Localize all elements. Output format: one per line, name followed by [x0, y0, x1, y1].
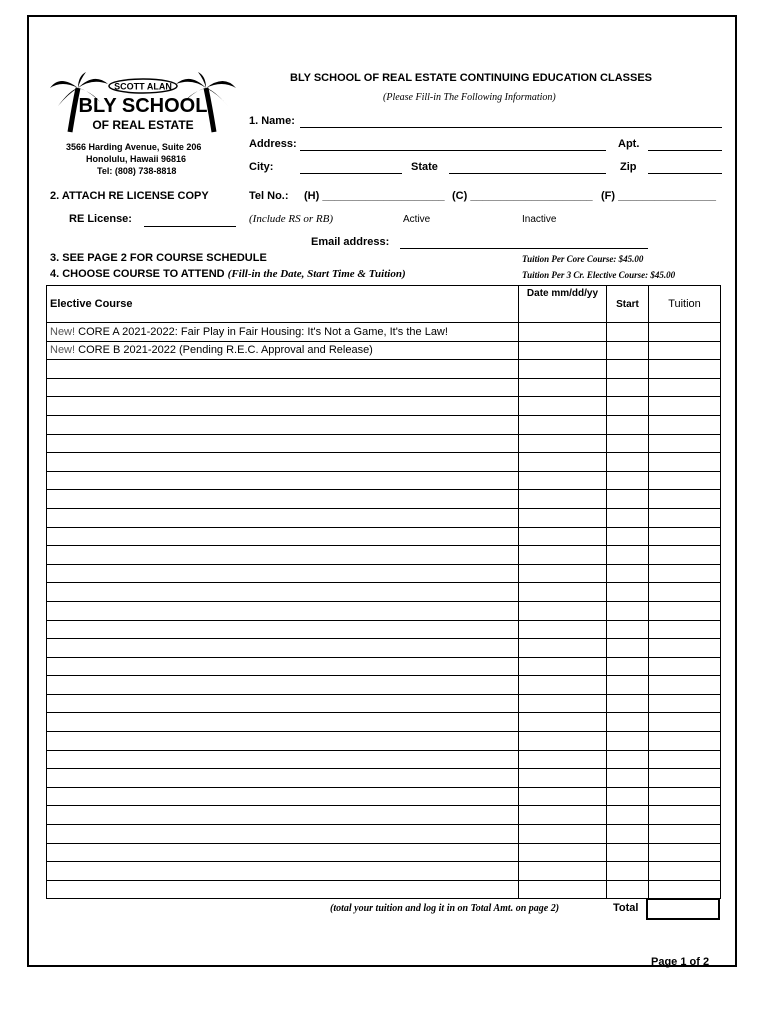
form-subtitle: (Please Fill-in The Following Information) [383, 92, 556, 103]
course-cell[interactable] [47, 806, 519, 825]
date-cell[interactable] [519, 397, 607, 416]
step4-note: (Fill-in the Date, Start Time & Tuition) [227, 268, 406, 280]
date-cell[interactable] [519, 564, 607, 583]
course-cell[interactable] [47, 639, 519, 658]
course-cell[interactable] [47, 323, 519, 342]
date-cell[interactable] [519, 546, 607, 565]
active-option[interactable]: Active [403, 214, 431, 225]
tuition-core-note: Tuition Per Core Course: $45.00 [522, 254, 644, 264]
tuition-column-header: Tuition [649, 286, 721, 323]
license-type-note: (Include RS or RB) [249, 213, 333, 225]
school-address-line1: 3566 Harding Avenue, Suite 206 [66, 142, 202, 152]
date-cell[interactable] [519, 880, 607, 899]
tuition-cell[interactable] [649, 880, 721, 899]
course-cell[interactable] [47, 620, 519, 639]
course-cell[interactable] [47, 546, 519, 565]
state-field[interactable] [449, 173, 606, 174]
tuition-cell[interactable] [649, 546, 721, 565]
date-cell[interactable] [519, 843, 607, 862]
total-note: (total your tuition and log it in on Total Amt. on page 2) [330, 903, 560, 914]
city-label: City: [249, 161, 274, 173]
tuition-cell[interactable] [649, 564, 721, 583]
course-cell[interactable] [47, 862, 519, 881]
tuition-cell[interactable] [649, 825, 721, 844]
course-cell[interactable] [47, 694, 519, 713]
table-row [47, 583, 721, 602]
tuition-cell[interactable] [649, 378, 721, 397]
date-cell[interactable] [519, 806, 607, 825]
tuition-cell[interactable] [649, 397, 721, 416]
start-cell[interactable] [607, 397, 649, 416]
course-table [46, 285, 721, 899]
tuition-cell[interactable] [649, 583, 721, 602]
start-cell[interactable] [607, 490, 649, 509]
table-row [47, 601, 721, 620]
start-cell[interactable] [607, 341, 649, 360]
table-row [47, 415, 721, 434]
form-title: BLY SCHOOL OF REAL ESTATE CONTINUING EDUCATION CLASSES [290, 72, 653, 84]
course-cell[interactable] [47, 527, 519, 546]
date-cell[interactable] [519, 490, 607, 509]
school-logo [50, 72, 236, 134]
tel-fax-field[interactable]: (F) ________________ [601, 190, 716, 202]
date-cell[interactable] [519, 527, 607, 546]
course-cell[interactable] [47, 360, 519, 379]
table-row [47, 434, 721, 453]
date-cell[interactable] [519, 360, 607, 379]
date-cell[interactable] [519, 341, 607, 360]
table-row [47, 546, 721, 565]
start-cell[interactable] [607, 508, 649, 527]
course-cell[interactable] [47, 397, 519, 416]
table-row [47, 694, 721, 713]
tuition-cell[interactable] [649, 360, 721, 379]
date-cell[interactable] [519, 583, 607, 602]
course-cell[interactable] [47, 732, 519, 751]
course-name: CORE A 2021-2022: Fair Play in Fair Housing: It's Not a Game, It's the Law! [78, 325, 448, 338]
table-row [47, 676, 721, 695]
date-cell[interactable] [519, 862, 607, 881]
start-cell[interactable] [607, 639, 649, 658]
course-cell[interactable] [47, 825, 519, 844]
tuition-cell[interactable] [649, 434, 721, 453]
start-cell[interactable] [607, 750, 649, 769]
school-address-line2: Honolulu, Hawaii 96816 [86, 154, 187, 164]
table-row [47, 713, 721, 732]
svg-text:BLY SCHOOL: BLY SCHOOL [78, 95, 208, 117]
date-cell[interactable] [519, 787, 607, 806]
tuition-cell[interactable] [649, 490, 721, 509]
date-cell[interactable] [519, 657, 607, 676]
start-cell[interactable] [607, 694, 649, 713]
course-cell[interactable] [47, 843, 519, 862]
course-cell[interactable] [47, 583, 519, 602]
tel-home-field[interactable]: (H) ____________________ [304, 190, 445, 202]
table-row [47, 657, 721, 676]
school-phone: Tel: (808) 738-8818 [97, 166, 177, 176]
apt-field[interactable] [648, 150, 722, 151]
start-cell[interactable] [607, 620, 649, 639]
tuition-cell[interactable] [649, 471, 721, 490]
tuition-elective-note: Tuition Per 3 Cr. Elective Course: $45.00 [522, 270, 676, 280]
tuition-cell[interactable] [649, 750, 721, 769]
address-field[interactable] [300, 150, 606, 151]
state-label: State [411, 161, 438, 173]
start-cell[interactable] [607, 415, 649, 434]
apt-label: Apt. [618, 138, 640, 150]
date-cell[interactable] [519, 694, 607, 713]
start-cell[interactable] [607, 676, 649, 695]
table-row [47, 564, 721, 583]
table-row [47, 490, 721, 509]
table-row [47, 508, 721, 527]
tuition-cell[interactable] [649, 323, 721, 342]
tuition-cell[interactable] [649, 527, 721, 546]
total-field[interactable] [646, 898, 720, 920]
start-cell[interactable] [607, 583, 649, 602]
course-cell[interactable] [47, 508, 519, 527]
start-cell[interactable] [607, 546, 649, 565]
date-cell[interactable] [519, 601, 607, 620]
start-cell[interactable] [607, 806, 649, 825]
tuition-cell[interactable] [649, 862, 721, 881]
table-row [47, 750, 721, 769]
start-cell[interactable] [607, 434, 649, 453]
start-cell[interactable] [607, 787, 649, 806]
city-field[interactable] [300, 173, 402, 174]
start-cell[interactable] [607, 657, 649, 676]
tuition-cell[interactable] [649, 732, 721, 751]
start-cell[interactable] [607, 713, 649, 732]
tuition-cell[interactable] [649, 713, 721, 732]
start-cell[interactable] [607, 378, 649, 397]
email-field[interactable] [400, 248, 648, 249]
tuition-cell[interactable] [649, 787, 721, 806]
step4-label: 4. CHOOSE COURSE TO ATTEND [50, 268, 225, 280]
course-cell[interactable] [47, 676, 519, 695]
start-cell[interactable] [607, 453, 649, 472]
step3-instruction: 3. SEE PAGE 2 FOR COURSE SCHEDULE [50, 252, 267, 264]
tuition-cell[interactable] [649, 657, 721, 676]
date-column-header: Date mm/dd/yy [519, 286, 607, 323]
date-cell[interactable] [519, 732, 607, 751]
tel-label: Tel No.: [249, 190, 289, 202]
start-cell[interactable] [607, 862, 649, 881]
date-cell[interactable] [519, 508, 607, 527]
start-cell[interactable] [607, 471, 649, 490]
email-label: Email address: [311, 236, 390, 248]
course-cell[interactable] [47, 769, 519, 788]
tuition-cell[interactable] [649, 341, 721, 360]
svg-text:OF REAL ESTATE: OF REAL ESTATE [92, 118, 194, 132]
step4-instruction [50, 268, 406, 280]
table-row [47, 806, 721, 825]
date-cell[interactable] [519, 471, 607, 490]
table-row [47, 769, 721, 788]
zip-label: Zip [620, 161, 637, 173]
tuition-cell[interactable] [649, 806, 721, 825]
start-cell[interactable] [607, 843, 649, 862]
start-cell[interactable] [607, 601, 649, 620]
date-cell[interactable] [519, 434, 607, 453]
license-label: RE License: [69, 213, 132, 225]
start-cell[interactable] [607, 825, 649, 844]
svg-text:SCOTT ALAN: SCOTT ALAN [114, 81, 172, 92]
table-row [47, 862, 721, 881]
name-field[interactable] [300, 127, 722, 128]
tuition-cell[interactable] [649, 639, 721, 658]
table-row [47, 378, 721, 397]
tuition-cell[interactable] [649, 508, 721, 527]
table-row [47, 453, 721, 472]
page-number: Page 1 of 2 [651, 956, 710, 968]
course-cell[interactable] [47, 657, 519, 676]
tel-cell-field[interactable]: (C) ____________________ [452, 190, 593, 202]
date-cell[interactable] [519, 620, 607, 639]
table-row [47, 527, 721, 546]
course-column-header: Elective Course [47, 286, 519, 323]
attach-license-instruction: 2. ATTACH RE LICENSE COPY [50, 190, 209, 202]
tuition-cell[interactable] [649, 601, 721, 620]
tuition-cell[interactable] [649, 843, 721, 862]
table-row [47, 880, 721, 899]
date-cell[interactable] [519, 676, 607, 695]
course-cell[interactable] [47, 564, 519, 583]
date-cell[interactable] [519, 769, 607, 788]
start-cell[interactable] [607, 360, 649, 379]
course-cell[interactable] [47, 434, 519, 453]
table-row [47, 471, 721, 490]
start-cell[interactable] [607, 323, 649, 342]
new-badge: New! [50, 325, 76, 338]
course-cell[interactable] [47, 787, 519, 806]
date-cell[interactable] [519, 639, 607, 658]
new-badge: New! [50, 344, 76, 357]
date-cell[interactable] [519, 453, 607, 472]
table-row [47, 341, 721, 360]
course-cell[interactable] [47, 378, 519, 397]
tuition-cell[interactable] [649, 694, 721, 713]
table-row [47, 787, 721, 806]
start-cell[interactable] [607, 732, 649, 751]
table-row [47, 639, 721, 658]
start-column-header: Start [607, 286, 649, 323]
date-cell[interactable] [519, 415, 607, 434]
start-cell[interactable] [607, 527, 649, 546]
course-cell[interactable] [47, 713, 519, 732]
tuition-cell[interactable] [649, 620, 721, 639]
table-row [47, 825, 721, 844]
course-cell[interactable] [47, 471, 519, 490]
zip-field[interactable] [648, 173, 722, 174]
course-cell[interactable] [47, 341, 519, 360]
start-cell[interactable] [607, 880, 649, 899]
date-cell[interactable] [519, 713, 607, 732]
inactive-option[interactable]: Inactive [522, 214, 557, 225]
table-row [47, 360, 721, 379]
total-label: Total [613, 902, 639, 914]
table-row [47, 397, 721, 416]
start-cell[interactable] [607, 769, 649, 788]
course-cell[interactable] [47, 490, 519, 509]
course-cell[interactable] [47, 415, 519, 434]
course-name: CORE B 2021-2022 (Pending R.E.C. Approval and Release) [78, 344, 373, 357]
start-cell[interactable] [607, 564, 649, 583]
address-label: Address: [249, 138, 297, 150]
license-field[interactable] [144, 226, 236, 227]
course-cell[interactable] [47, 453, 519, 472]
date-cell[interactable] [519, 750, 607, 769]
course-cell[interactable] [47, 750, 519, 769]
course-cell[interactable] [47, 601, 519, 620]
table-row [47, 620, 721, 639]
table-row [47, 843, 721, 862]
tuition-cell[interactable] [649, 453, 721, 472]
date-cell[interactable] [519, 825, 607, 844]
course-cell[interactable] [47, 880, 519, 899]
tuition-cell[interactable] [649, 769, 721, 788]
tuition-cell[interactable] [649, 676, 721, 695]
date-cell[interactable] [519, 323, 607, 342]
tuition-cell[interactable] [649, 415, 721, 434]
table-row [47, 732, 721, 751]
name-label: 1. Name: [249, 115, 295, 127]
date-cell[interactable] [519, 378, 607, 397]
table-row [47, 323, 721, 342]
